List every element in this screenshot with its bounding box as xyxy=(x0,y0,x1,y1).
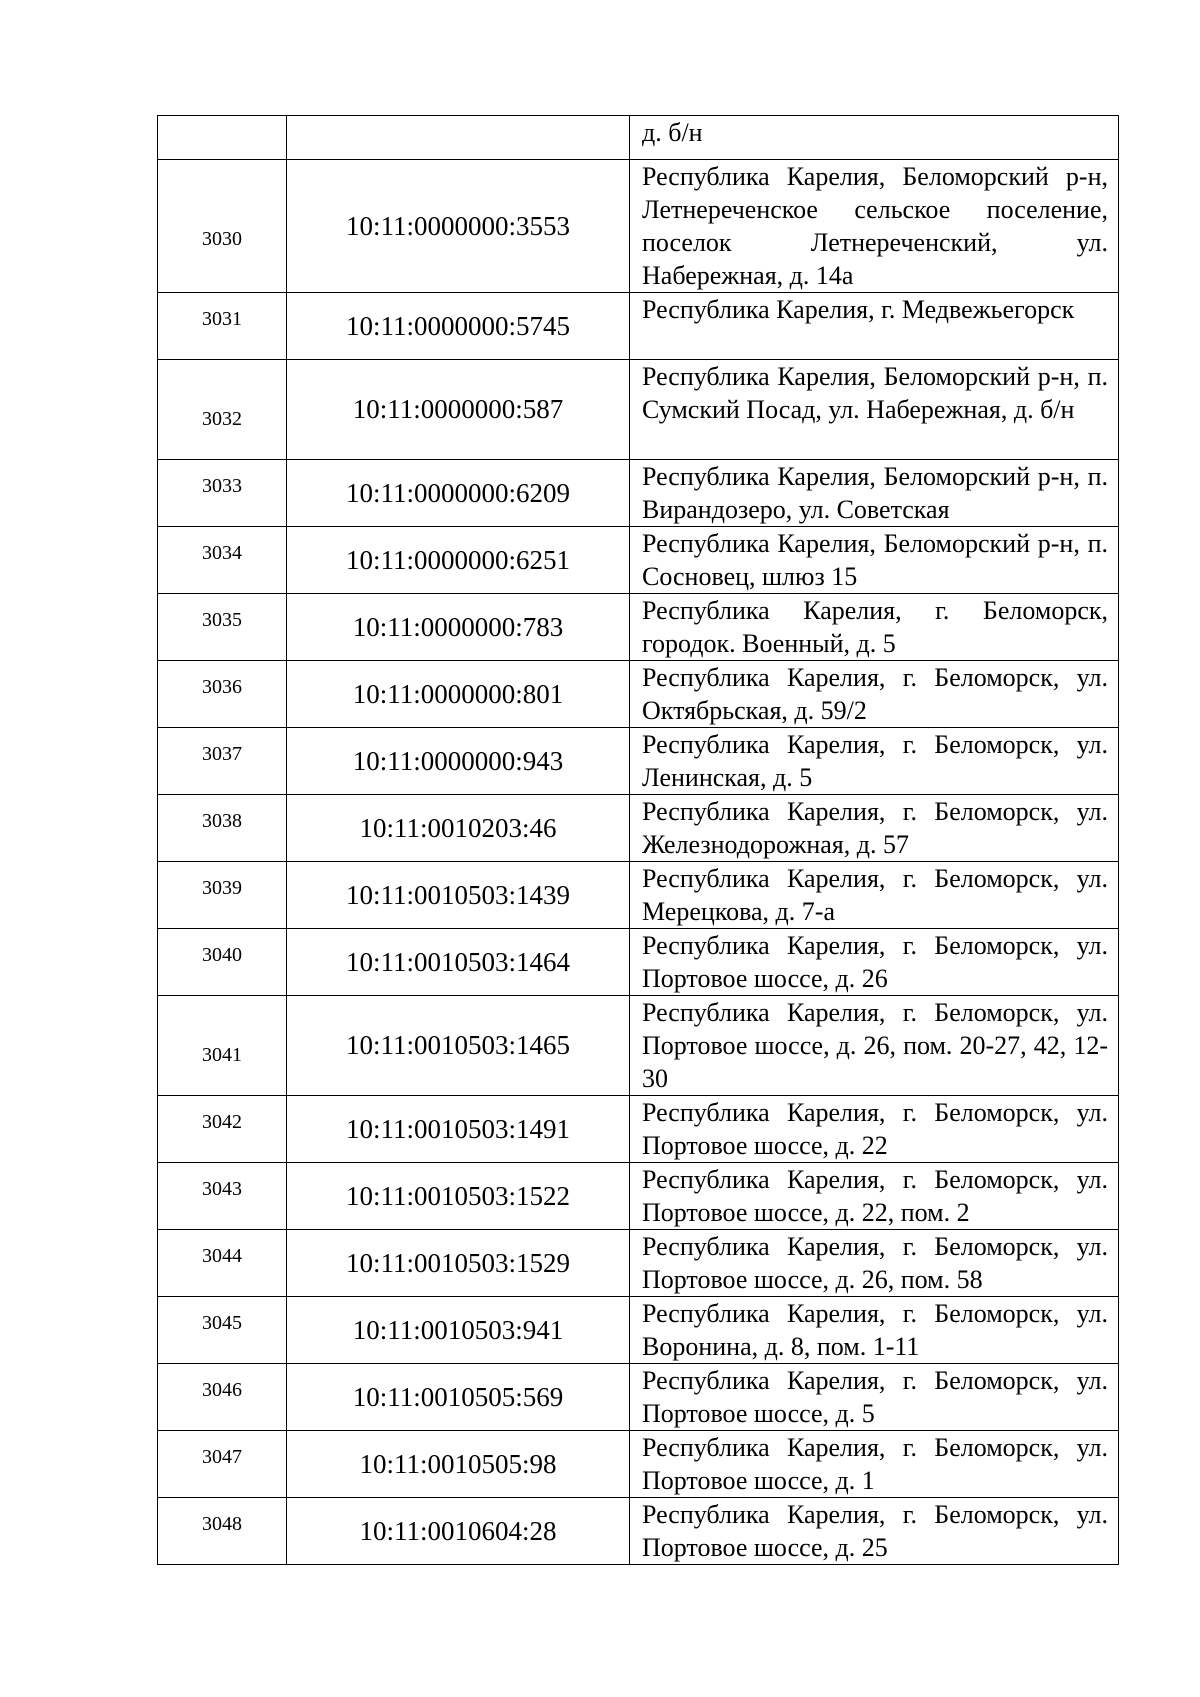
row-number: 3033 xyxy=(158,460,287,527)
cadastral-number: 10:11:0000000:6209 xyxy=(287,460,630,527)
row-number: 3037 xyxy=(158,728,287,795)
cadastral-number: 10:11:0000000:783 xyxy=(287,594,630,661)
table-row xyxy=(158,1498,1119,1565)
table-row xyxy=(158,293,1119,360)
row-number: 3047 xyxy=(158,1431,287,1498)
table-row xyxy=(158,160,1119,293)
table-row xyxy=(158,1431,1119,1498)
table-row xyxy=(158,661,1119,728)
address: Республика Карелия, г. Беломорск, ул. Портовое шоссе, д. 5 xyxy=(630,1364,1119,1431)
cadastral-number: 10:11:0010505:569 xyxy=(287,1364,630,1431)
row-number: 3048 xyxy=(158,1498,287,1565)
row-number: 3041 xyxy=(158,996,287,1096)
table-row xyxy=(158,929,1119,996)
row-number: 3038 xyxy=(158,795,287,862)
property-table xyxy=(157,115,1119,1565)
cadastral-number: 10:11:0000000:943 xyxy=(287,728,630,795)
address: Республика Карелия, г. Медвежьегорск xyxy=(630,293,1119,360)
table-row xyxy=(158,1297,1119,1364)
table-row xyxy=(158,594,1119,661)
table-row xyxy=(158,1096,1119,1163)
row-number: 3046 xyxy=(158,1364,287,1431)
table-row xyxy=(158,728,1119,795)
cadastral-number: 10:11:0010503:1439 xyxy=(287,862,630,929)
cadastral-number xyxy=(287,116,630,160)
table-row xyxy=(158,460,1119,527)
address: Республика Карелия, г. Беломорск, ул. Ленинская, д. 5 xyxy=(630,728,1119,795)
address: Республика Карелия, г. Беломорск, ул. Портовое шоссе, д. 1 xyxy=(630,1431,1119,1498)
address: Республика Карелия, г. Беломорск, ул. Портовое шоссе, д. 22, пом. 2 xyxy=(630,1163,1119,1230)
cadastral-number: 10:11:0010503:1529 xyxy=(287,1230,630,1297)
row-number: 3044 xyxy=(158,1230,287,1297)
cadastral-number: 10:11:0010503:1465 xyxy=(287,996,630,1096)
table-row xyxy=(158,360,1119,460)
address: Республика Карелия, г. Беломорск, ул. Портовое шоссе, д. 26 xyxy=(630,929,1119,996)
address: Республика Карелия, г. Беломорск, ул. Портовое шоссе, д. 26, пом. 20-27, 42, 12-30 xyxy=(630,996,1119,1096)
table-row xyxy=(158,795,1119,862)
cadastral-number: 10:11:0010505:98 xyxy=(287,1431,630,1498)
row-number xyxy=(158,116,287,160)
address: Республика Карелия, Беломорский р-н, п. Сосновец, шлюз 15 xyxy=(630,527,1119,594)
table-row xyxy=(158,527,1119,594)
cadastral-number: 10:11:0000000:3553 xyxy=(287,160,630,293)
row-number: 3035 xyxy=(158,594,287,661)
address: Республика Карелия, г. Беломорск, ул. Мерецкова, д. 7-а xyxy=(630,862,1119,929)
table-row xyxy=(158,116,1119,160)
row-number: 3040 xyxy=(158,929,287,996)
cadastral-number: 10:11:0000000:6251 xyxy=(287,527,630,594)
row-number: 3045 xyxy=(158,1297,287,1364)
address: д. б/н xyxy=(630,116,1119,160)
row-number: 3043 xyxy=(158,1163,287,1230)
row-number: 3031 xyxy=(158,293,287,360)
cadastral-number: 10:11:0010503:1491 xyxy=(287,1096,630,1163)
address: Республика Карелия, Беломорский р-н, Летнереченское сельское поселение, поселок Летнереченский, ул. Набережная, д. 14а xyxy=(630,160,1119,293)
address: Республика Карелия, г. Беломорск, городок. Военный, д. 5 xyxy=(630,594,1119,661)
table-row xyxy=(158,996,1119,1096)
address: Республика Карелия, г. Беломорск, ул. Портовое шоссе, д. 26, пом. 58 xyxy=(630,1230,1119,1297)
row-number: 3030 xyxy=(158,160,287,293)
cadastral-number: 10:11:0010503:1522 xyxy=(287,1163,630,1230)
table-row xyxy=(158,1163,1119,1230)
cadastral-number: 10:11:0010203:46 xyxy=(287,795,630,862)
cadastral-number: 10:11:0010503:941 xyxy=(287,1297,630,1364)
address: Республика Карелия, г. Беломорск, ул. Воронина, д. 8, пом. 1-11 xyxy=(630,1297,1119,1364)
cadastral-number: 10:11:0000000:801 xyxy=(287,661,630,728)
cadastral-number: 10:11:0000000:5745 xyxy=(287,293,630,360)
address: Республика Карелия, Беломорский р-н, п. Вирандозеро, ул. Советская xyxy=(630,460,1119,527)
cadastral-number: 10:11:0000000:587 xyxy=(287,360,630,460)
cadastral-number: 10:11:0010503:1464 xyxy=(287,929,630,996)
address: Республика Карелия, г. Беломорск, ул. Октябрьская, д. 59/2 xyxy=(630,661,1119,728)
row-number: 3032 xyxy=(158,360,287,460)
row-number: 3034 xyxy=(158,527,287,594)
address: Республика Карелия, г. Беломорск, ул. Железнодорожная, д. 57 xyxy=(630,795,1119,862)
row-number: 3039 xyxy=(158,862,287,929)
address: Республика Карелия, г. Беломорск, ул. Портовое шоссе, д. 22 xyxy=(630,1096,1119,1163)
table-row xyxy=(158,1364,1119,1431)
row-number: 3042 xyxy=(158,1096,287,1163)
cadastral-number: 10:11:0010604:28 xyxy=(287,1498,630,1565)
table-row xyxy=(158,862,1119,929)
document-page xyxy=(157,115,1118,1565)
address: Республика Карелия, г. Беломорск, ул. Портовое шоссе, д. 25 xyxy=(630,1498,1119,1565)
address: Республика Карелия, Беломорский р-н, п. Сумский Посад, ул. Набережная, д. б/н xyxy=(630,360,1119,460)
table-row xyxy=(158,1230,1119,1297)
row-number: 3036 xyxy=(158,661,287,728)
